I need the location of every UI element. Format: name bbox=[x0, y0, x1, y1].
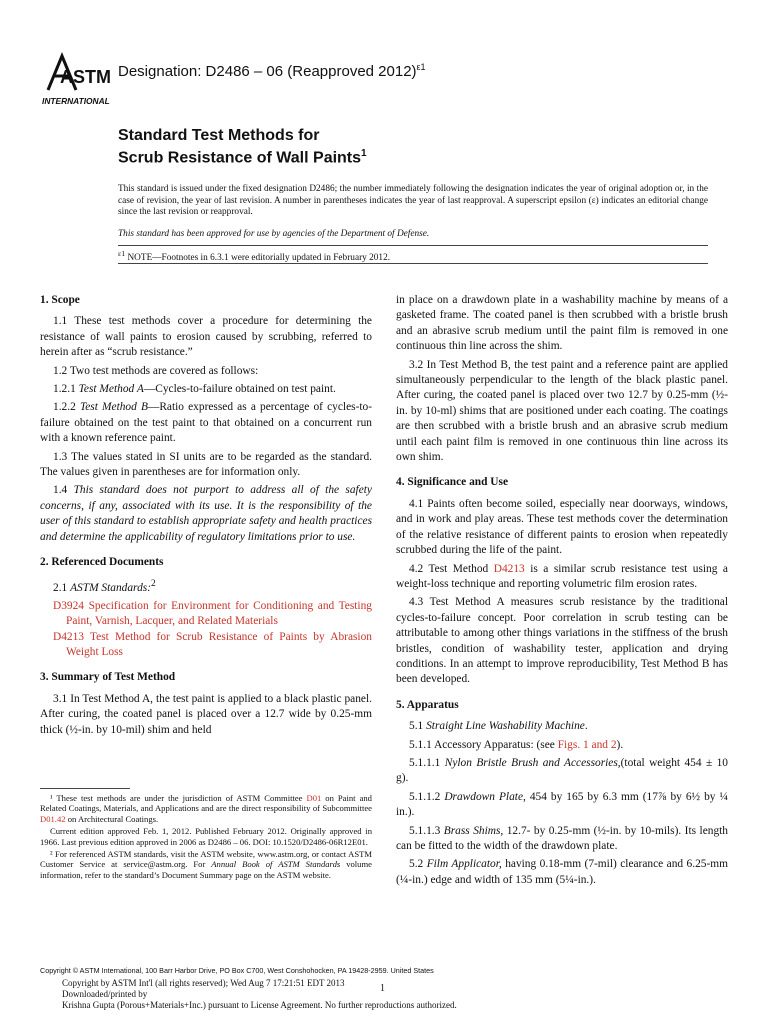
rule-top bbox=[118, 245, 708, 246]
paragraph-4-1: 4.1 Paints often become soiled, especially near doorways, windows, and in work and play areas. These test methods cover the determination of the relative resistance of different paints to erosion when repeatedly scrubbed during the life of the paint. bbox=[396, 497, 728, 557]
paragraph-2-1: 2.1 ASTM Standards:$^2$ bbox=[53, 578, 156, 594]
editorial-mark: ε1 bbox=[118, 249, 126, 258]
subcommittee-link-d0142[interactable]: D01.42 bbox=[40, 813, 66, 824]
paragraph-1-2-1: 1.2.1 Test Method A—Cycles-to-failure obtained on test paint. bbox=[53, 383, 336, 396]
paragraph-5-1: 5.1 Straight Line Washability Machine. bbox=[409, 720, 588, 733]
copyright-line: Copyright © ASTM International, 100 Barr Harbor Drive, PO Box C700, West Conshohocken, PA 19428-2959. United States bbox=[40, 966, 434, 975]
paragraph-3-2: 3.2 In Test Method B, the test paint and a reference paint are applied simultaneously perpendicular to the length of the black plastic panel. After curing, the coated panel is placed over two 12.7 by 0.25-mm (½-in. by 10-ml) shims that are positioned under each coating. The coatings are then scrubbed with a bristle brush and an abrasive scrub medium until each paint film is removed in one continuous thin line across its own shim. bbox=[396, 358, 728, 464]
footnotes bbox=[40, 793, 372, 882]
designation bbox=[118, 62, 426, 80]
reference-d4213[interactable] bbox=[40, 630, 372, 661]
footnote-rule bbox=[40, 788, 130, 789]
paragraph-5-1-1-2: 5.1.1.2 Drawdown Plate, 454 by 165 by 6.3 mm (17⅞ by 6½ by ¼ in.). bbox=[396, 790, 728, 819]
section-heading-apparatus: 5. Apparatus bbox=[396, 698, 459, 711]
title-text: Scrub Resistance of Wall Paints bbox=[118, 149, 362, 167]
editorial-text: NOTE—Footnotes in 6.3.1 were editorially updated in February 2012. bbox=[125, 253, 391, 264]
paragraph-1-1: 1.1 These test methods cover a procedure for determining the resistance of wall paints to erosion caused by scrubbing, referred to herein after as “scrub resistance.” bbox=[40, 315, 372, 359]
reference-code-d4213[interactable]: D4213 bbox=[53, 630, 85, 643]
paragraph-1-2: 1.2 Two test methods are covered as follows: bbox=[53, 364, 259, 377]
left-column bbox=[40, 293, 372, 741]
paragraph-1-2-2: 1.2.2 Test Method B—Ratio expressed as a percentage of cycles-to-failure obtained on the test paint to that obtained on a concurrent run with a known reference paint. bbox=[40, 401, 373, 445]
paragraph-4-2: 4.2 Test Method D4213 is a similar scrub resistance test using a weight-loss technique and reporting volumetric film erosion rates. bbox=[396, 562, 728, 590]
title-line-1: Standard Test Methods for bbox=[118, 127, 320, 144]
logo-text: ASTM bbox=[60, 67, 111, 87]
reference-link-d4213[interactable]: D4213 bbox=[493, 562, 525, 575]
editorial-note bbox=[118, 249, 708, 263]
reference-d3924[interactable] bbox=[40, 599, 372, 630]
committee-link-d01[interactable]: D01 bbox=[306, 793, 322, 803]
paragraph-4-3: 4.3 Test Method A measures scrub resistance by the traditional cycles-to-failure concept. Poor correlation in scrub testing can be attributable to among other things variations in the stiffness of the brush bristles, condition of washability tester, application and drying conditions. In an attempt to improve reproducibility, Test Method B has been developed. bbox=[396, 596, 728, 686]
designation-epsilon: ε1 bbox=[416, 62, 426, 72]
license-block bbox=[62, 978, 522, 1012]
paragraph-5-2: 5.2 Film Applicator, having 0.18-mm (7-mil) clearance and 6.25-mm (¼-in.) edge and width of 135 mm (5¼-in.). bbox=[396, 858, 728, 886]
reference-link-d3924[interactable]: D3924 Specification for Environment for Conditioning and Testing Paint, Varnish, Lacquer, and Related Materials bbox=[53, 599, 372, 628]
astm-logo bbox=[40, 50, 112, 106]
paragraph-1-3: 1.3 The values stated in SI units are to be regarded as the standard. The values given in parentheses are for information only. bbox=[40, 450, 372, 479]
designation-text: Designation: D2486 – 06 (Reapproved 2012) bbox=[118, 63, 417, 80]
footnote-1: ¹ These test methods are under the jurisdiction of ASTM Committee D01 on Paint and Related Coatings, Materials, and Applications and are the direct responsibility of Subcommittee D01.42 on Architectural Coatings. bbox=[40, 793, 372, 824]
footnote-1-edition: Current edition approved Feb. 1, 2012. Published February 2012. Originally approved in 1966. Last previous edition approved in 2006 as D2486 – 06. DOI: 10.1520/D2486-06R12E01. bbox=[40, 826, 372, 847]
paragraph-5-1-1: 5.1.1 Accessory Apparatus: (see Figs. 1 and 2). bbox=[409, 738, 624, 751]
paragraph-1-4: 1.4 This standard does not purport to address all of the safety concerns, if any, associated with its use. It is the responsibility of the user of this standard to establish appropriate safety and health practices and determine the applicability of regulatory limitations prior to use. bbox=[40, 484, 372, 543]
license-line-1: Copyright by ASTM Int'l (all rights reserved); Wed Aug 7 17:21:51 EDT 2013 bbox=[62, 978, 345, 988]
footnote-2: ² For referenced ASTM standards, visit the ASTM website, www.astm.org, or contact ASTM Customer Service at service@astm.org. For Annual Book of ASTM Standards volume information, refer to the standard’s Document Summary page on the ASTM website. bbox=[40, 849, 372, 880]
logo-subtext: INTERNATIONAL bbox=[42, 96, 110, 106]
reference-title-d4213[interactable]: Test Method for Scrub Resistance of Paints by Abrasion Weight Loss bbox=[66, 630, 372, 658]
right-column bbox=[396, 293, 728, 891]
license-line-3: Krishna Gupta (Porous+Materials+Inc.) pursuant to License Agreement. No further reproductions authorized. bbox=[62, 1000, 457, 1011]
figures-link[interactable]: Figs. 1 and 2 bbox=[557, 738, 617, 751]
paragraph-3-1-continued: in place on a drawdown plate in a washability machine by means of a gasketed frame. The coated panel is then scrubbed with a bristle brush and an abrasive scrub medium until the paint film is removed in one continuous thin line across the shim. bbox=[396, 294, 728, 353]
standard-notice: This standard is issued under the fixed designation D2486; the number immediately following the designation indicates the year of original adoption or, in the case of revision, the year of last revision. A number in parentheses indicates the year of last reapproval. A superscript epsilon (ε) indicates an editorial change since the last revision or reapproval. bbox=[118, 184, 708, 217]
paragraph-3-1: 3.1 In Test Method A, the test paint is applied to a black plastic panel. After curing, the coated panel is placed over a 12.7 wide by 0.25-mm thick (½-in. by 10-mil) shim and held bbox=[40, 692, 372, 736]
dod-notice: This standard has been approved for use by agencies of the Department of Defense. bbox=[118, 229, 430, 239]
paragraph-5-1-1-3: 5.1.1.3 Brass Shims, 12.7- by 0.25-mm (½-in. by 10-mils). Its length can be fitted to the width of the drawdown plate. bbox=[396, 824, 728, 852]
paragraph-5-1-1-1: 5.1.1.1 Nylon Bristle Brush and Accessories,(total weight 454 ± 10 g). bbox=[396, 756, 729, 785]
section-heading-referenced-documents: 2. Referenced Documents bbox=[40, 556, 164, 569]
section-heading-scope: 1. Scope bbox=[40, 294, 80, 306]
rule-bottom bbox=[118, 263, 708, 264]
license-line-2: Downloaded/printed by bbox=[62, 989, 148, 1000]
title-line-2 bbox=[118, 148, 367, 167]
section-heading-summary: 3. Summary of Test Method bbox=[40, 671, 176, 684]
page-number: 1 bbox=[380, 983, 385, 994]
title-footnote-mark: 1 bbox=[361, 148, 367, 159]
section-heading-significance: 4. Significance and Use bbox=[396, 476, 509, 489]
